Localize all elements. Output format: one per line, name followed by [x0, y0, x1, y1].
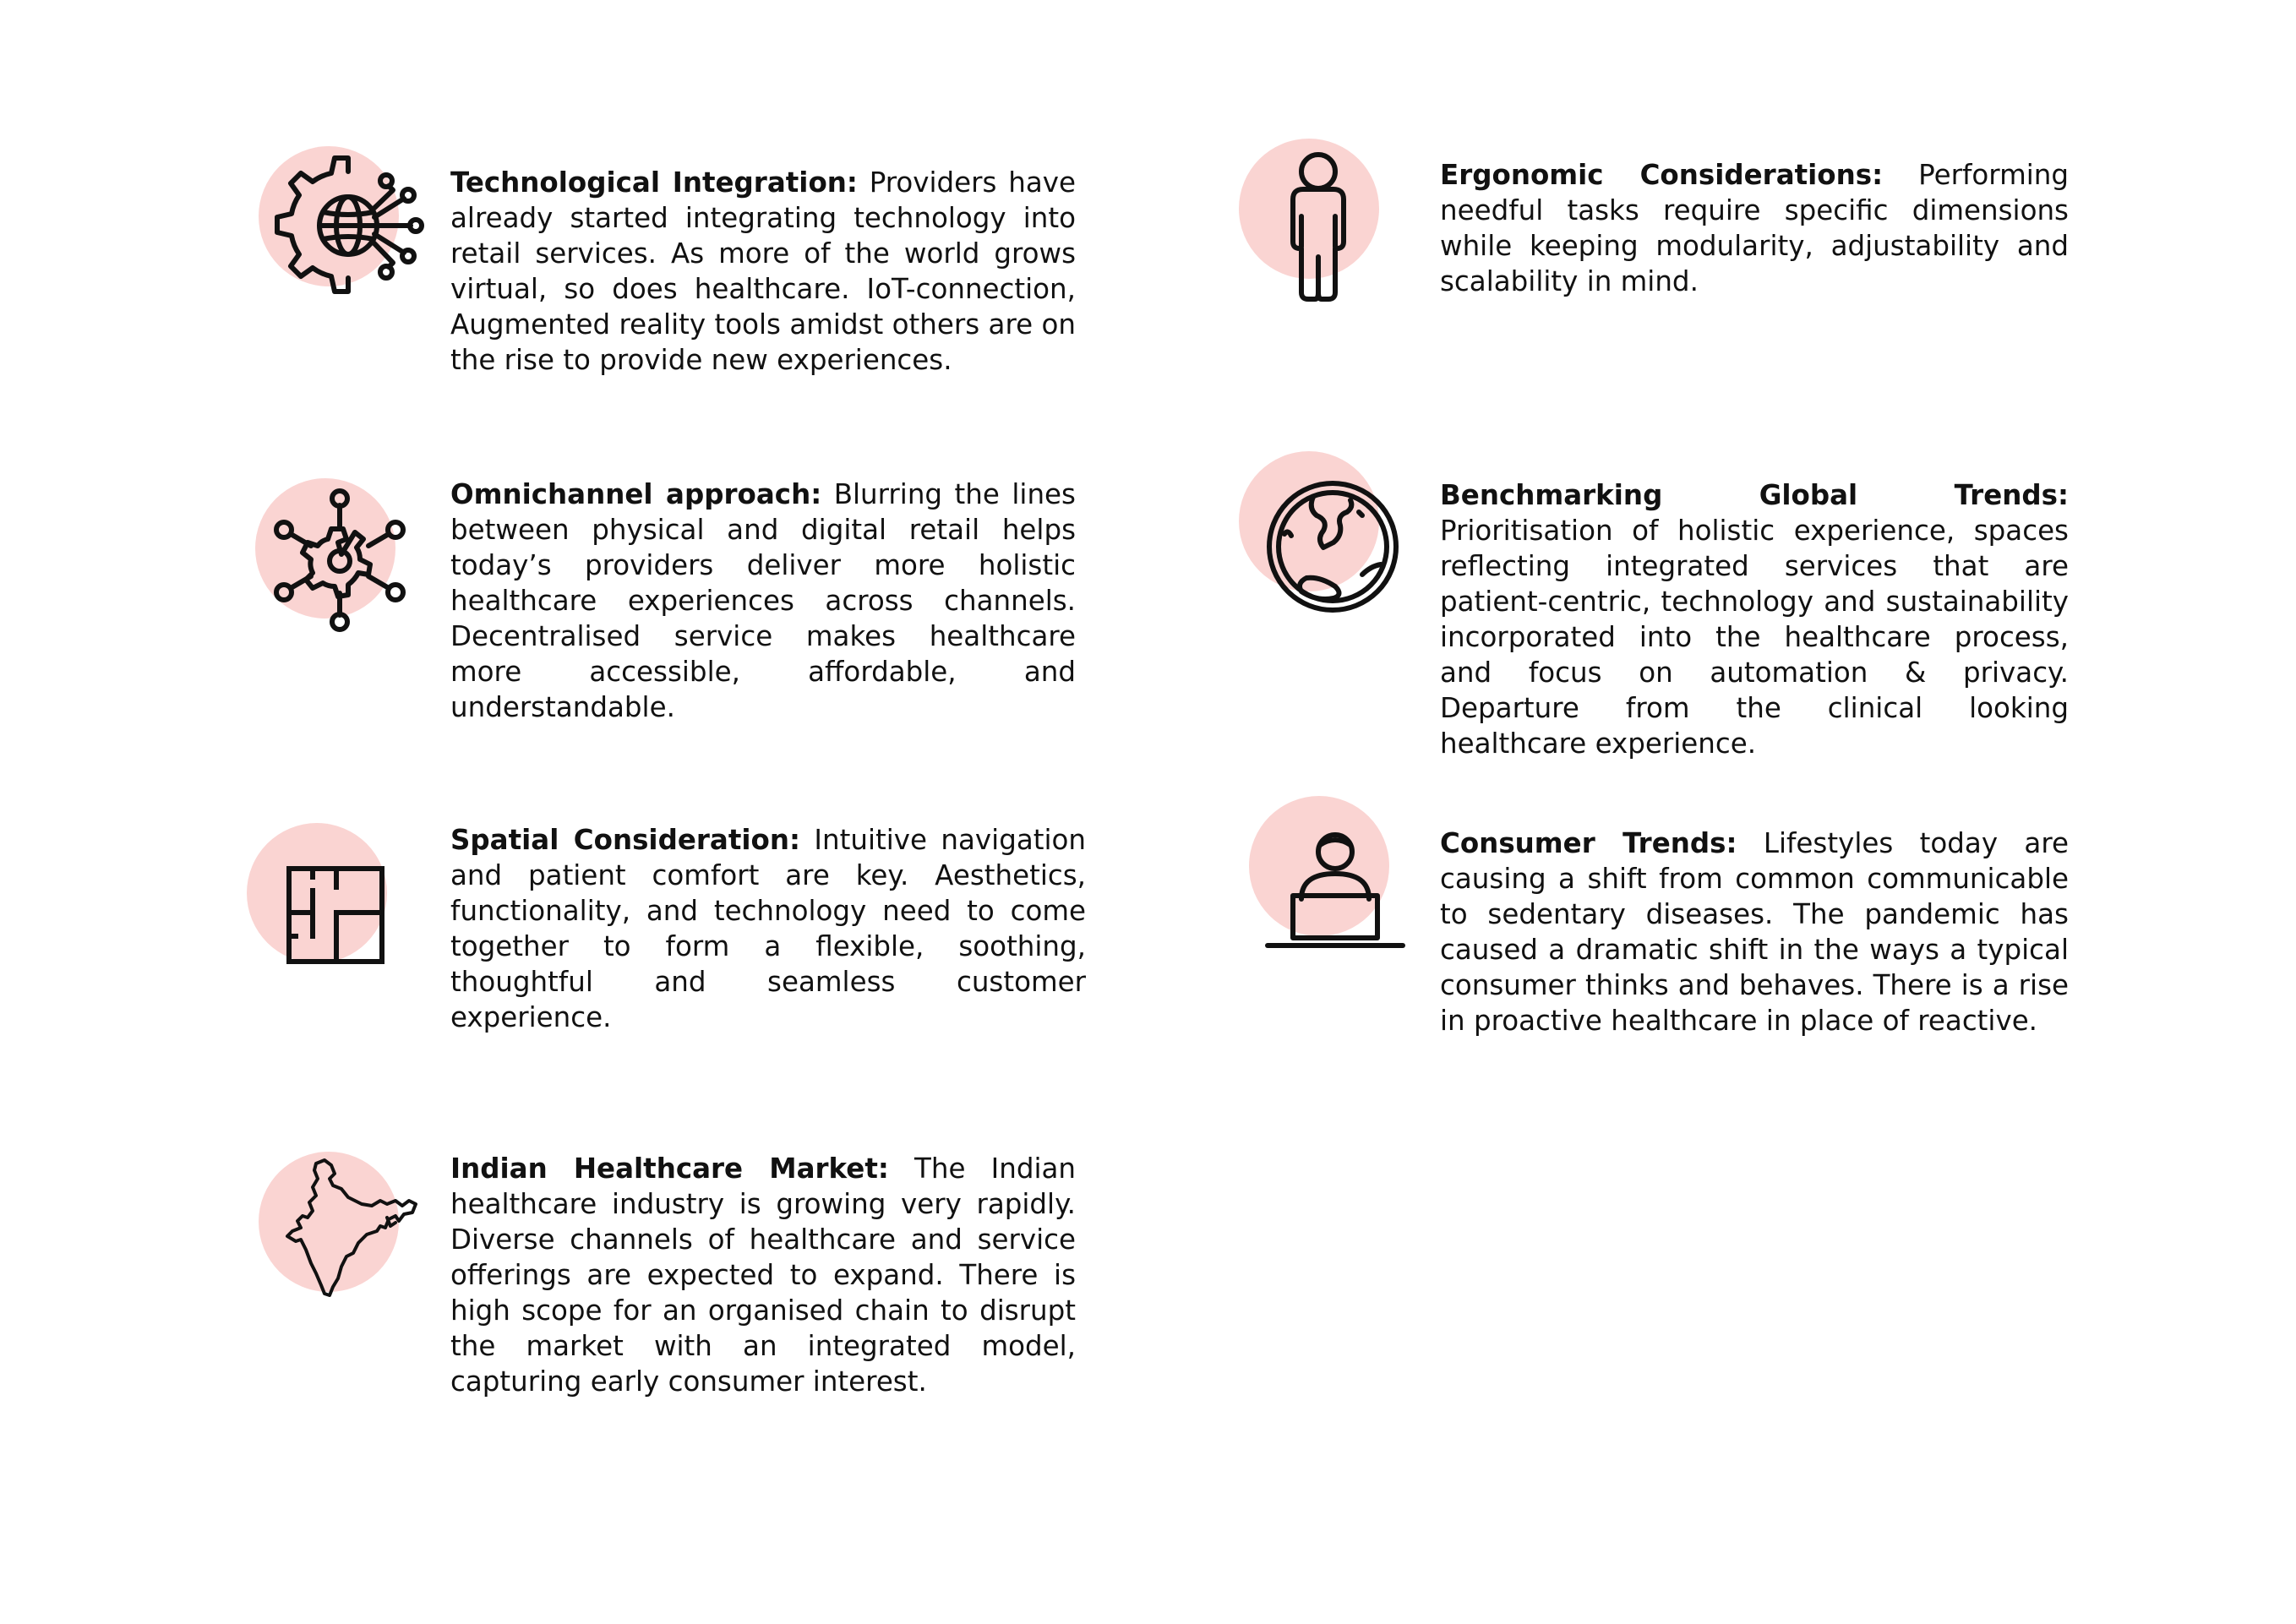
item-body: Intuitive navigation and patient comfort are key. Aesthetics, functionality, and technology need to come together to form a flexible, soothing, thoughtful and seamless customer experience. [450, 824, 1086, 1033]
item-body: Blurring the lines between physical and digital retail helps today’s providers deliver more holistic healthcare experiences across channels. Decentralised service makes healthcare more accessible, affordable, and understandable. [450, 478, 1076, 723]
item-body: Lifestyles today are causing a shift from common communicable to sedentary diseases. The pandemic has caused a dramatic shift in the ways a typical consumer thinks and behaves. There is a rise in proactive healthcare in place of reactive. [1440, 827, 2069, 1037]
globe-icon [1235, 448, 1396, 608]
item-body: Performing needful tasks require specific dimensions while keeping modularity, adjustability and scalability in mind. [1440, 159, 2069, 297]
item-title: Omnichannel approach: [450, 478, 822, 510]
item-title: Benchmarking Global Trends: [1440, 479, 2069, 511]
india-map-icon [254, 1145, 414, 1305]
item-title: Technological Integration: [450, 166, 858, 199]
item-title: Spatial Consideration: [450, 824, 800, 856]
item-text [450, 165, 1076, 378]
person-laptop-icon [1241, 791, 1401, 951]
item-text [450, 477, 1076, 725]
item-body: The Indian healthcare industry is growing very rapidly. Diverse channels of healthcare and service offerings are expected to expand. There is high scope for an organised chain to disrupt the market with an integrated model, capturing early consumer interest. [450, 1153, 1076, 1398]
floor-plan-icon [245, 818, 406, 978]
gear-globe-network-icon [254, 139, 414, 300]
hub-network-icon [252, 473, 412, 634]
person-standing-icon [1235, 134, 1396, 294]
item-body: Providers have already started integrating technology into retail services. As more of the world grows virtual, so does healthcare. IoT-connection, Augmented reality tools amidst others are on the rise to provide new experiences. [450, 166, 1076, 376]
item-text [1440, 826, 2069, 1038]
item-text [450, 822, 1086, 1035]
item-body: Prioritisation of holistic experience, spaces reflecting integrated services that are patient-centric, technology and sustainability incorporated into the healthcare process, and focus on automation & privacy. Departure from the clinical looking healthcare experience. [1440, 515, 2069, 760]
item-title: Consumer Trends: [1440, 827, 1737, 859]
item-text [1440, 157, 2069, 299]
item-title: Indian Healthcare Market: [450, 1153, 889, 1185]
item-text [450, 1151, 1076, 1399]
item-text [1440, 477, 2069, 761]
item-title: Ergonomic Considerations: [1440, 159, 1884, 191]
